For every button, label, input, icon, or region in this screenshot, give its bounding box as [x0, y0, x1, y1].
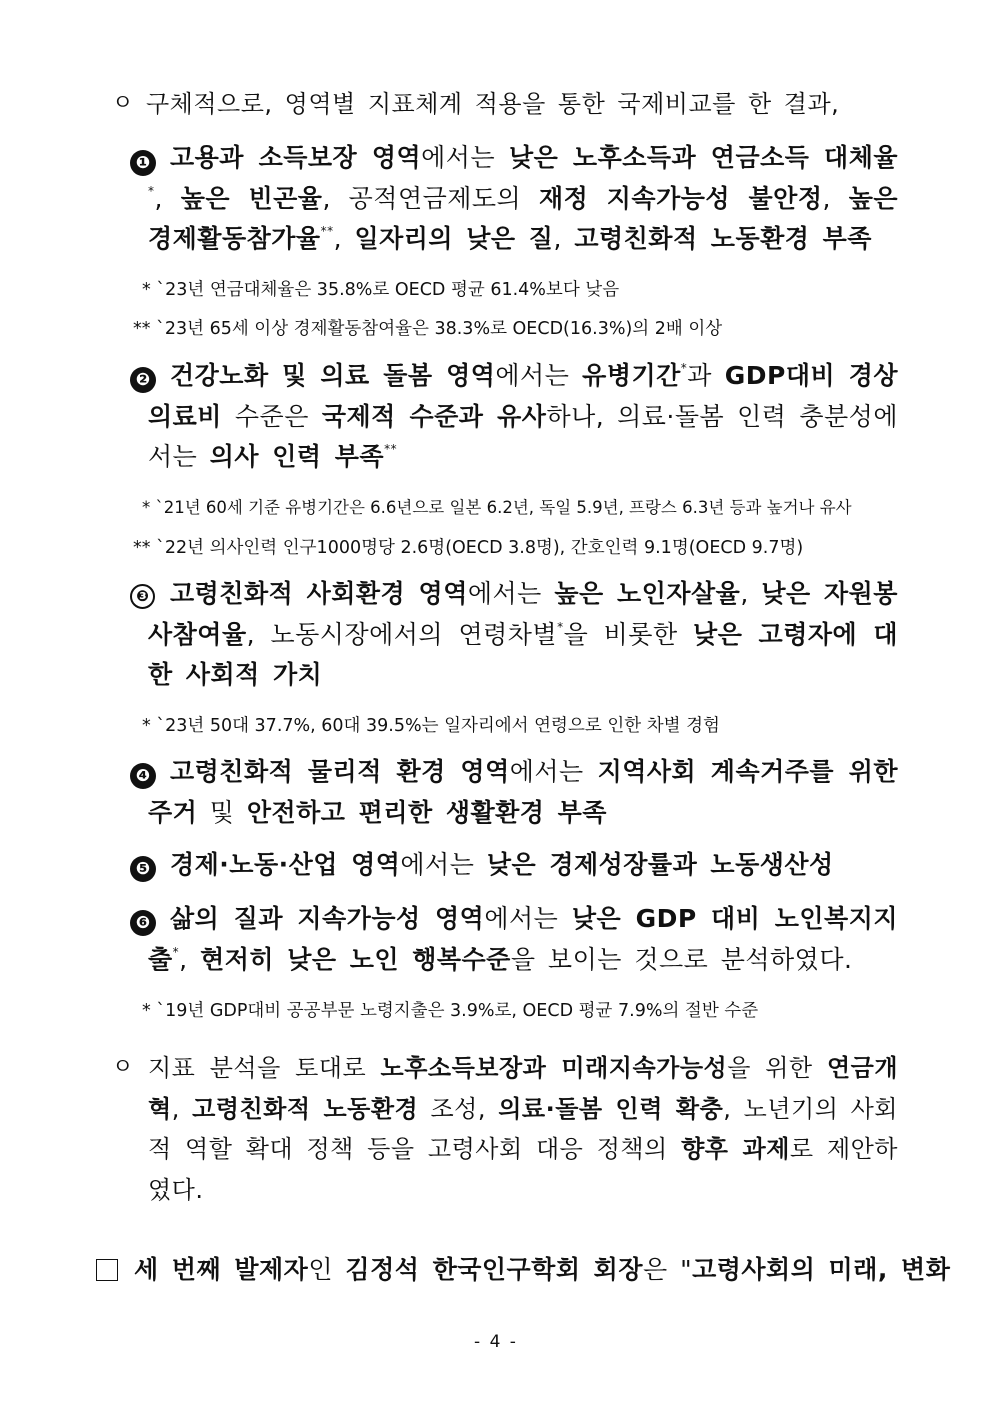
- footnote-6a: [142, 998, 758, 1024]
- emphasis-text: 국제적 수준과 유사: [321, 401, 547, 431]
- footnote-mark: **: [133, 538, 151, 558]
- body-text: ,: [154, 183, 181, 213]
- bullet-marker: ㅇ: [112, 1055, 134, 1080]
- emphasis-text: 김정석 한국인구학회 회장: [345, 1255, 643, 1284]
- item-1-marker: ❶: [130, 150, 156, 176]
- emphasis-text: 고령사회의 미래, 변화: [692, 1255, 951, 1284]
- footnote-mark: *: [142, 498, 151, 517]
- body-text: 에서는: [484, 904, 572, 933]
- body-text: , 노동시장에서의 연령차별: [246, 619, 558, 649]
- body-text: , 노년기의 사회적 역할 확대 정책 등을 고령사회 대응 정책의: [148, 1094, 898, 1163]
- emphasis-text: 고령친화적 노동환경: [192, 1094, 419, 1123]
- footnote-1b: [133, 316, 722, 342]
- page-number: - 4 -: [474, 1332, 518, 1352]
- emphasis-text: 향후 과제: [681, 1135, 790, 1163]
- footnote-ref: *: [172, 944, 180, 959]
- item-2-marker: ❷: [130, 367, 156, 393]
- emphasis-text: 삶의 질과 지속가능성 영역: [170, 904, 485, 933]
- footnote-text: `23년 연금대체율은 35.8%로 OECD 평균 61.4%보다 낮음: [156, 280, 620, 300]
- emphasis-text: 고령친화적 물리적 환경 영역: [170, 757, 510, 786]
- footnote-ref: *: [557, 619, 564, 634]
- body-text: ,: [740, 579, 762, 608]
- body-text: 에서는: [421, 143, 509, 172]
- body-text: 수준은: [221, 401, 322, 431]
- footnote-2b: [133, 535, 803, 561]
- emphasis-text: 높은 경제활동참가율: [148, 183, 898, 253]
- body-text: 조성,: [418, 1094, 499, 1123]
- footnote-mark: *: [142, 1001, 151, 1021]
- body-text: 인: [308, 1255, 346, 1284]
- conclusion-text: [148, 1048, 898, 1210]
- footnote-mark: *: [142, 716, 151, 736]
- emphasis-text: GDP대비 경상의료비: [148, 361, 899, 431]
- item-2-text: [148, 356, 898, 478]
- emphasis-text: 세 번째 발제자: [134, 1255, 309, 1284]
- emphasis-text: 안전하고 편리한 생활환경 부족: [246, 797, 607, 827]
- emphasis-text: 낮은 GDP 대비 노인복지지출: [148, 904, 898, 974]
- footnote-text: `23년 50대 37.7%, 60대 39.5%는 일자리에서 연령으로 인한 차별 경험: [156, 716, 720, 736]
- emphasis-text: 건강노화 및 의료 돌봄 영역: [170, 361, 496, 390]
- body-text: 과: [687, 361, 725, 390]
- emphasis-text: 유병기간: [582, 361, 681, 390]
- footnote-text: `23년 65세 이상 경제활동참여율은 38.3%로 OECD(16.3%)의 2배 이상: [156, 319, 723, 339]
- body-text: , 공적연금제도의: [322, 183, 539, 213]
- emphasis-text: 높은 노인자살율: [554, 579, 741, 608]
- footnote-mark: **: [133, 319, 151, 339]
- emphasis-text: 고령친화적 노동환경 부족: [574, 224, 872, 253]
- footnote-text: `21년 60세 기준 유병기간은 6.6년으로 일본 6.2년, 독일 5.9년, 프랑스 6.3년 등과 높거나 유사: [155, 498, 852, 517]
- footnote-3a: [142, 713, 720, 739]
- footnote-text: `19년 GDP대비 공공부문 노령지출은 3.9%로, OECD 평균 7.9%의 절반 수준: [156, 1001, 759, 1021]
- footnote-ref: *: [148, 183, 155, 198]
- emphasis-text: 높은 빈곤율: [180, 183, 323, 213]
- footnote-ref: *: [680, 361, 688, 375]
- emphasis-text: 연금개혁: [148, 1054, 899, 1123]
- item-6-text: [148, 899, 898, 980]
- footnote-ref: **: [384, 442, 398, 456]
- body-text: 하나, 의료·돌봄 인력 충분성에서는: [148, 401, 898, 471]
- emphasis-text: 경제·노동·산업 영역: [170, 850, 401, 879]
- emphasis-text: 의사 인력 부족: [209, 442, 385, 471]
- bullet-marker: ㅇ: [112, 91, 134, 116]
- body-text: 로 제안하였다.: [148, 1135, 898, 1204]
- emphasis-text: 낮은 노후소득과 연금소득 대체율: [508, 143, 899, 172]
- body-text: ,: [333, 224, 355, 253]
- item-3-text: [148, 574, 898, 696]
- body-text: 에서는: [509, 757, 598, 786]
- body-text: 에서는: [495, 361, 583, 390]
- emphasis-text: 고령친화적 사회환경 영역: [170, 579, 468, 608]
- body-text: 을 위한: [727, 1054, 827, 1082]
- item-4-text: [148, 752, 898, 833]
- footnote-mark: *: [142, 280, 151, 300]
- emphasis-text: 낮은 경제성장률과 노동생산성: [486, 850, 834, 879]
- item-3-marker: ❸: [130, 584, 155, 609]
- body-text: 에서는: [400, 850, 487, 879]
- item-1-text: [148, 138, 898, 260]
- item-6-marker: ❻: [130, 910, 156, 936]
- emphasis-text: 의료·돌봄 인력 확충: [498, 1094, 724, 1123]
- emphasis-text: 낮은 자원봉사참여율: [148, 579, 898, 649]
- body-text: 을 보이는 것으로 분석하였다.: [510, 944, 853, 974]
- body-text: ,: [171, 1094, 193, 1123]
- emphasis-text: 재정 지속가능성 불안정: [538, 183, 823, 213]
- emphasis-text: 일자리의 낮은 질: [354, 224, 554, 253]
- body-text: ,: [179, 944, 201, 974]
- body-text: ,: [822, 183, 849, 213]
- emphasis-text: 고용과 소득보장 영역: [170, 143, 422, 172]
- emphasis-text: 낮은 고령자에 대한 사회적 가치: [148, 619, 898, 689]
- body-text: 은 ": [642, 1255, 693, 1284]
- emphasis-text: 지역사회 계속거주를 위한 주거: [148, 757, 898, 827]
- footnote-1a: [142, 277, 619, 303]
- item-5-marker: ❺: [130, 856, 156, 882]
- footnote-ref: **: [320, 224, 334, 238]
- intro-text: 구체적으로, 영역별 지표체계 적용을 통한 국제비교를 한 결과,: [146, 90, 840, 118]
- footnote-2a: [142, 495, 852, 521]
- item-5-text: [148, 845, 898, 886]
- body-text: 에서는: [467, 579, 555, 608]
- footnote-text: `22년 의사인력 인구1000명당 2.6명(OECD 3.8명), 간호인력 9.1명(OECD 9.7명): [156, 538, 804, 558]
- body-text: 지표 분석을 토대로: [148, 1054, 381, 1082]
- body-text: ,: [553, 224, 575, 253]
- emphasis-text: 노후소득보장과 미래지속가능성: [380, 1054, 728, 1082]
- body-text: 및: [197, 797, 247, 827]
- body-text: 을 비롯한: [563, 619, 694, 649]
- third-speaker-text: [134, 1250, 951, 1291]
- item-4-marker: ❹: [130, 763, 156, 789]
- emphasis-text: 현저히 낮은 노인 행복수준: [200, 944, 511, 974]
- section-checkbox-icon: [96, 1259, 118, 1281]
